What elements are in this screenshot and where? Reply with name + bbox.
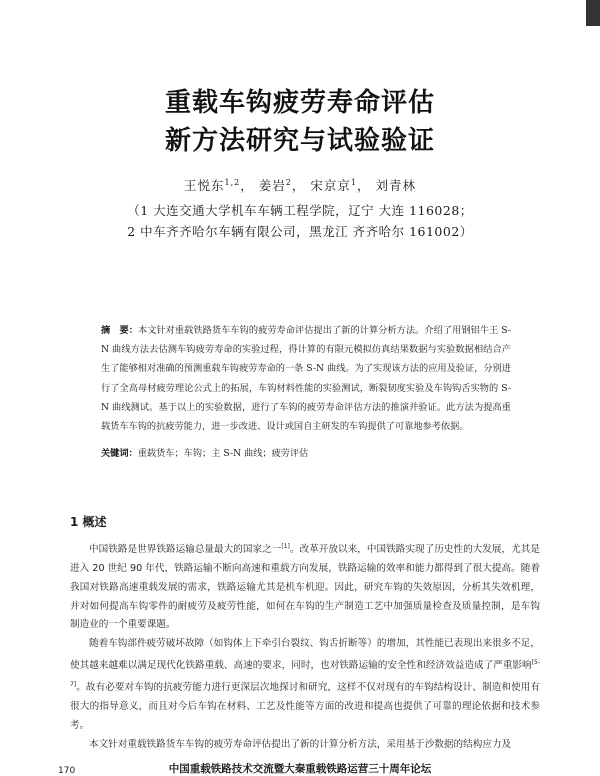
author-affiliation-mark: 2 (285, 177, 292, 187)
author-affiliation-mark: 1,2 (224, 177, 241, 187)
affiliation-line-1: （1 大连交通大学机车车辆工程学院，辽宁 大连 116028； (127, 203, 473, 218)
section-heading: 1 概述 (70, 515, 107, 529)
author-name: 宋京京 (310, 178, 351, 193)
citation-ref: [5-7] (70, 658, 540, 688)
keywords-text: 重载货车；车钩；主 S-N 曲线；疲劳评估 (137, 448, 309, 459)
paragraph-text: 。故有必要对车钩的抗疲劳能力进行更深层次地探讨和研究，这样不仅对现有的车钩结构设计、制造和使用有很大的指导意义，而且对今后车钩在材料、工艺及性能等方面的改进和提高也提供了可靠的理论依据和技术参考。 (70, 682, 540, 731)
scan-edge-mark (586, 0, 600, 26)
paragraph-text: 本文针对重载铁路货车车钩的疲劳寿命评估提出了新的计算分析方法，采用基于沙数据的结构应力及 (89, 738, 512, 750)
running-footer: 中国重载铁路技术交流暨大秦重载铁路运营三十周年论坛 (168, 763, 432, 775)
section-body (70, 538, 540, 754)
author-name: 王悦东 (184, 178, 225, 193)
keywords (101, 445, 511, 459)
author-name: 姜岩 (258, 178, 286, 193)
body-paragraph (70, 538, 540, 635)
abstract-text: 本文针对重载铁路货车车钩的疲劳寿命评估提出了新的计算分析方法。介绍了用钢铝牛王 S-N 曲线方法去估测车钩疲劳寿命的实验过程，得计算的有限元模拟仿真结果数据与实验数据相结合产生了能够相对准确的预测重载车钩疲劳寿命的一条 S-N 曲线。为了实现该方法的应用及验证，分别进行了全高母材疲劳理论公式上的拓展，车钩材料性能的实验测试，断裂韧度实验及车钩钩舌实物的 S-N 曲线测试。基于以上的实验数据，进行了车钩的疲劳寿命评估方法的推演并验证。此方法为提高重载货车车钩的抗疲劳能力，进一步改进、设计或国自主研发的车钩提供了可靠地参考依据。 (101, 325, 512, 433)
paragraph-text: 随着车钩部件疲劳破坏故障（如钩体上下牵引台裂纹、钩舌折断等）的增加，其性能已表现出来很多不足，使其越来越难以满足现代化铁路重载、高速的要求，同时，也对铁路运输的安全性和经济效益造成了严重影响 (70, 638, 540, 672)
author-list: 王悦东$^{1,2}$， 姜岩$^2$， 宋京京$^1$， 刘青林 (184, 177, 416, 193)
page-number: 170 (58, 766, 76, 776)
paper-title-line-2: 新方法研究与试验验证 (164, 126, 435, 156)
abstract (101, 321, 511, 436)
paper-title-line-1: 重载车钩疲劳寿命评估 (164, 88, 435, 118)
citation-ref: [1] (281, 543, 290, 550)
keywords-label: 关键词： (101, 448, 138, 459)
author-affiliation-mark: 1 (350, 177, 357, 187)
body-paragraph (70, 736, 540, 755)
abstract-label: 摘 要： (101, 325, 138, 336)
body-paragraph (70, 635, 540, 735)
paragraph-text: 中国铁路是世界铁路运输总量最大的国家之一 (89, 544, 282, 556)
author-name: 刘青林 (375, 178, 416, 193)
affiliation-line-2: 2 中车齐齐哈尔车辆有限公司，黑龙江 齐齐哈尔 161002） (127, 224, 473, 239)
paragraph-text: 。改革开放以来，中国铁路实现了历史性的大发展，尤其是进入 20 世纪 90 年代，铁路运输不断向高速和重载方向发展，铁路运输的效率和能力都得到了很大提高。随着我国对铁路高速重载发展的需求，铁路运输尤其是机车机迎。因此，研究车钩的失效原因，分析其失效机理，并对如何提高车钩零件的耐疲劳及疲劳性能，如何在车钩的生产制造工艺中加强质量检查及质量控制，是车钩制造业的一个重要课题。 (70, 544, 540, 631)
